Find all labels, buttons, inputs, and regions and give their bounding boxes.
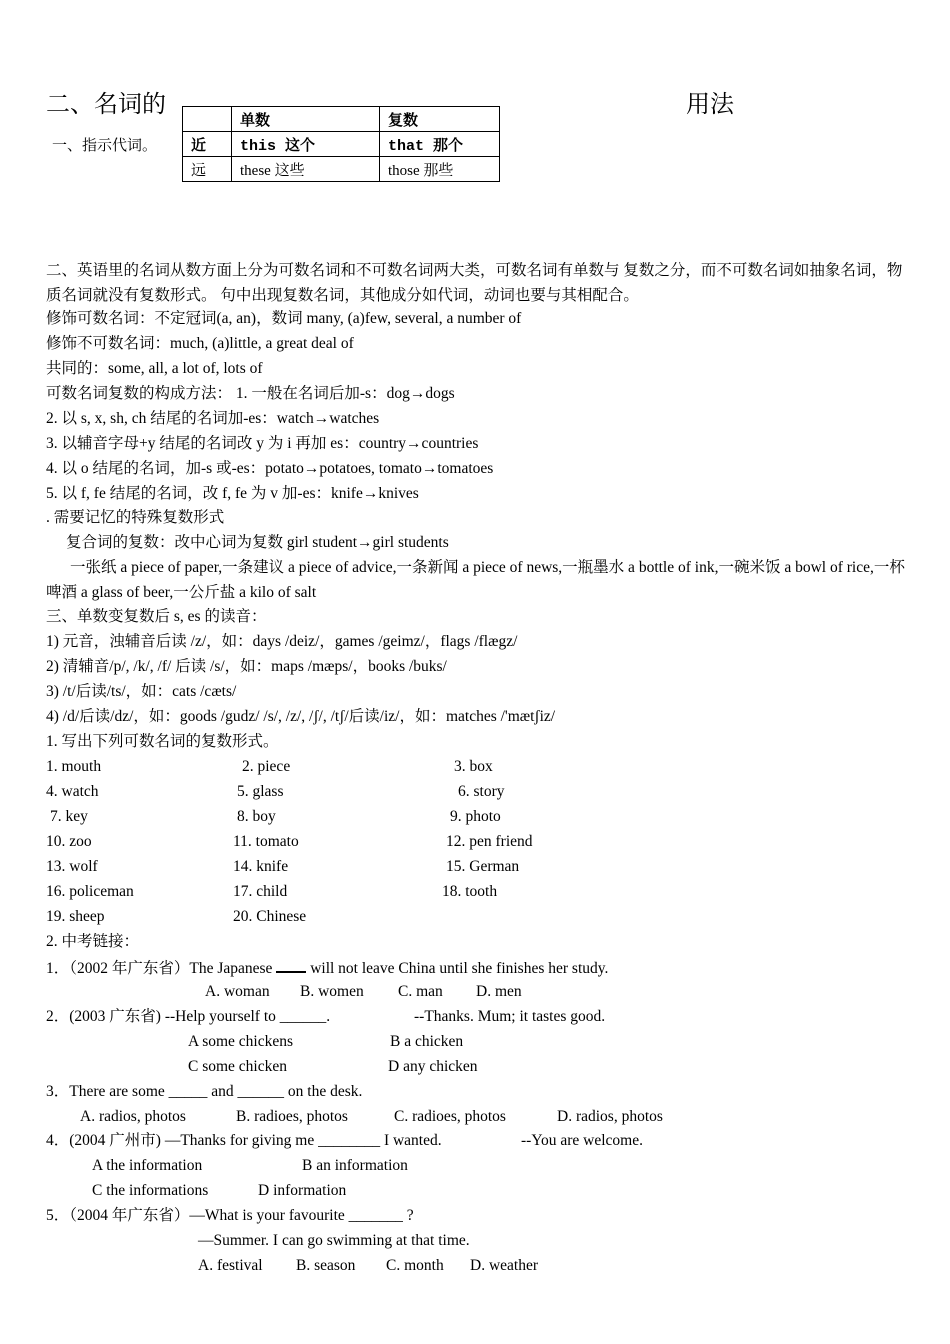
option: D information: [258, 1182, 347, 1199]
question-stem: 1．（2002 年广东省）The Japanese: [46, 960, 273, 977]
question-reply: --Thanks. Mum; it tastes good.: [414, 1008, 606, 1025]
question-stem: 3．There are some _____ and ______ on the desk.: [46, 1083, 363, 1100]
option: B an information: [302, 1157, 408, 1174]
option: D. radios, photos: [557, 1108, 663, 1125]
text-line: 修饰可数名词：不定冠词(a, an)，数词 many, (a)few, several, a number of: [46, 310, 522, 327]
exercise-item: 7. key: [50, 808, 88, 825]
exercise-item: 11. tomato: [233, 833, 299, 850]
option: D. weather: [470, 1257, 538, 1274]
option: A some chickens: [188, 1033, 294, 1050]
option: A the information: [92, 1157, 203, 1174]
text-line: 3. 以辅音字母+y 结尾的名词改 y 为 i 再加 es：country→countries: [46, 435, 479, 452]
exercise-item: 4. watch: [46, 783, 99, 800]
text-line: 修饰不可数名词：much, (a)little, a great deal of: [46, 335, 354, 352]
option: B. season: [296, 1257, 356, 1274]
question-stem: will not leave China until she finishes her study.: [310, 960, 609, 977]
table-header-cell: [183, 107, 232, 132]
exercise-item: 13. wolf: [46, 858, 98, 875]
exercise-item: 18. tooth: [442, 883, 498, 900]
option: B. radioes, photos: [236, 1108, 348, 1125]
section3-heading: 三、单数变复数后 s, es 的读音：: [46, 608, 267, 625]
text-line: 2) 清辅音/p/, /k/, /f/ 后读 /s/，如：maps /mæps/，books /buks/: [46, 658, 447, 675]
table-cell: these 这些: [232, 157, 380, 182]
exercise-item: 8. boy: [237, 808, 276, 825]
exercise2-heading: 2. 中考链接：: [46, 933, 140, 950]
table-cell: that 那个: [380, 132, 500, 157]
section2-intro: 二、英语里的名词从数方面上分为可数名词和不可数名词两大类，可数名词有单数与 复数之分，而不可数名词如抽象名词，物质名词就没有复数形式。 句中出现复数名词，其他成分如代词，动词也要与其相配合。: [46, 262, 903, 304]
exercise1-heading: 1. 写出下列可数名词的复数形式。: [46, 733, 279, 750]
option: C the informations: [92, 1182, 209, 1199]
option: D any chicken: [388, 1058, 478, 1075]
exercise-item: 14. knife: [233, 858, 289, 875]
text-line: 4) /d/后读/dz/，如：goods /gudz/ /s/, /z/, /ʃ/, /tʃ/后读/iz/，如：matches /'mætʃiz/: [46, 708, 556, 725]
text-line: 5. 以 f, fe 结尾的名词，改 f, fe 为 v 加-es：knife→knives: [46, 485, 419, 502]
option: B. women: [300, 983, 364, 1000]
table-cell: 近: [183, 132, 232, 157]
text-line: 复合词的复数：改中心词为复数 girl student→girl students: [66, 534, 449, 551]
question-reply: --You are welcome.: [521, 1132, 643, 1149]
question-1: [46, 957, 608, 979]
text-line: 1) 元音，浊辅音后读 /z/，如：days /deiz/，games /geimz/，flags /flægz/: [46, 633, 518, 650]
option: C. month: [386, 1257, 444, 1274]
page-title-left: 二、名词的: [46, 92, 166, 118]
table-cell: this 这个: [232, 132, 380, 157]
option: A. festival: [198, 1257, 263, 1274]
option: C some chicken: [188, 1058, 288, 1075]
table-cell: those 那些: [380, 157, 500, 182]
table-row: [183, 157, 500, 182]
question-stem: 5．（2004 年广东省）—What is your favourite _______ ?: [46, 1207, 414, 1224]
piece-paragraph: 一张纸 a piece of paper,一条建议 a piece of advice,一条新闻 a piece of news,一瓶墨水 a bottle of ink,一碗米饭 a bowl of rice,一杯啤酒 a glass of beer,一公斤盐 a kilo of salt: [46, 559, 905, 601]
text-line: 4. 以 o 结尾的名词，加-s 或-es：potato→potatoes, tomato→tomatoes: [46, 460, 494, 477]
table-row: [183, 132, 500, 157]
question-stem: 2．(2003 广东省) --Help yourself to ______.: [46, 1008, 331, 1025]
exercise-item: 15. German: [446, 858, 520, 875]
page-title-right: 用法: [686, 92, 734, 118]
exercise-item: 5. glass: [237, 783, 284, 800]
option: C. radioes, photos: [394, 1108, 506, 1125]
exercise-item: 1. mouth: [46, 758, 102, 775]
table-header-row: [183, 107, 500, 132]
exercise-item: 19. sheep: [46, 908, 105, 925]
table-cell: 远: [183, 157, 232, 182]
exercise-item: 10. zoo: [46, 833, 92, 850]
section1-label: 一、指示代词。: [52, 138, 158, 154]
text-line: . 需要记忆的特殊复数形式: [46, 509, 225, 526]
exercise-item: 17. child: [233, 883, 288, 900]
answer-blank[interactable]: [276, 957, 306, 973]
exercise-item: 12. pen friend: [446, 833, 533, 850]
exercise-item: 3. box: [454, 758, 493, 775]
option: C. man: [398, 983, 443, 1000]
option: A. woman: [205, 983, 270, 1000]
exercise-item: 9. photo: [450, 808, 501, 825]
exercise-item: 2. piece: [242, 758, 291, 775]
exercise-item: 20. Chinese: [233, 908, 307, 925]
exercise-item: 16. policeman: [46, 883, 134, 900]
option: A. radios, photos: [80, 1108, 186, 1125]
table-header-cell: 单数: [232, 107, 380, 132]
table-header-cell: 复数: [380, 107, 500, 132]
question-stem: 4．(2004 广州市) —Thanks for giving me ________ I wanted.: [46, 1132, 442, 1149]
exercise-item: 6. story: [458, 783, 505, 800]
text-line: 3) /t/后读/ts/，如：cats /cæts/: [46, 683, 237, 700]
question-reply: —Summer. I can go swimming at that time.: [198, 1232, 470, 1249]
text-line: 共同的：some, all, a lot of, lots of: [46, 360, 263, 377]
text-line: 可数名词复数的构成方法： 1. 一般在名词后加-s：dog→dogs: [46, 385, 455, 402]
demonstrative-table: [182, 106, 500, 182]
option: B a chicken: [390, 1033, 464, 1050]
option: D. men: [476, 983, 522, 1000]
text-line: 2. 以 s, x, sh, ch 结尾的名词加-es：watch→watches: [46, 410, 380, 427]
